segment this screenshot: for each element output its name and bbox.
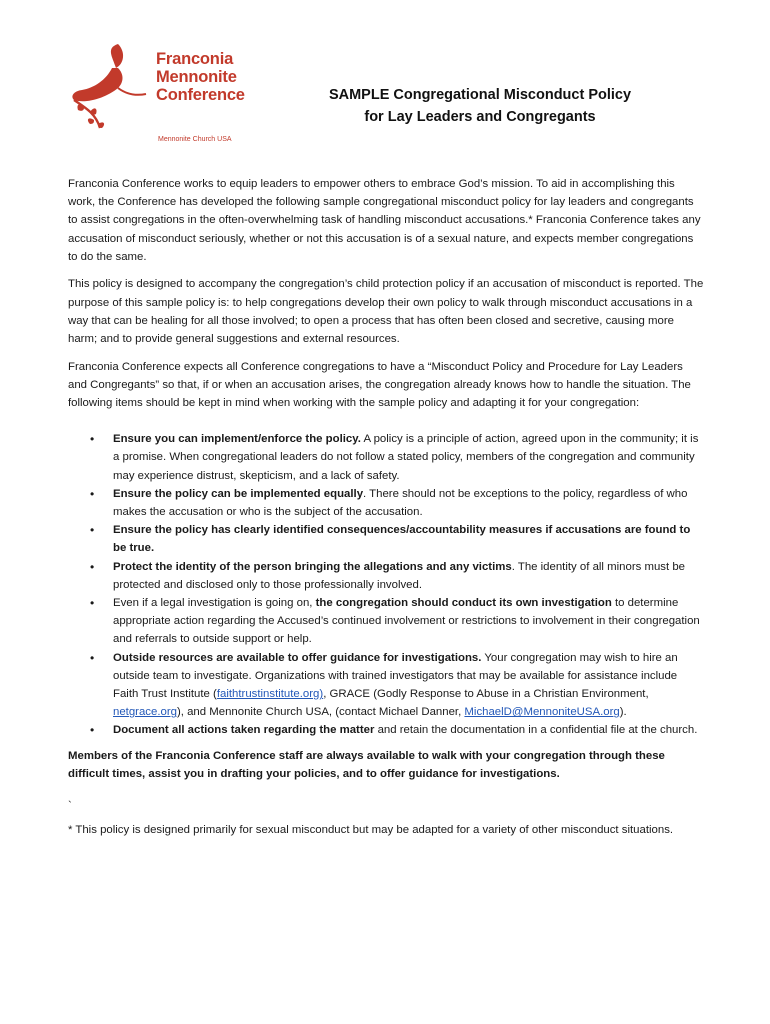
- conference-logo: [66, 38, 266, 150]
- expectations-paragraph: Franconia Conference expects all Conference congregations to have a “Misconduct Policy and Procedure for Lay Leaders and Congregants” so that, if or when an accusation arises, the congregation already knows how to handle the situation. The following items should be kept in mind when working with the sample policy and adapting it for your congregation:: [68, 360, 691, 410]
- purpose-paragraph: This policy is designed to accompany the congregation’s child protection policy if an accusation of misconduct is reported. The purpose of this sample policy is: to help congregations develop their own policy to walk through misconduct accusations in a way that can be healing for all those involved; to open a process that has often been closed and secretive, causing more harm; and to provide general suggestions and external resources.: [68, 278, 704, 346]
- logo-wordmark: Franconia Mennonite Conference: [156, 50, 245, 104]
- netgrace-link[interactable]: netgrace.org: [113, 706, 177, 719]
- stray-mark: `: [68, 800, 72, 813]
- policy-list: [68, 430, 704, 739]
- list-item: • Outside resources are available to offer guidance for investigations. Your congregation may wish to hire an outside team to investigate. Organizations with trained investigators that may be available for assistance include Faith Trust Institute (faithtrustinstitute.org), GRACE (Godly Response to Abuse in a Christian Environment, netgrace.org), and Mennonite Church USA, (contact Michael Danner, MichaelD@MennoniteUSA.org).: [113, 649, 704, 722]
- list-item: • Protect the identity of the person bringing the allegations and any victims. The identity of all minors must be protected and disclosed only to those professionally involved.: [113, 558, 704, 594]
- list-item: • Ensure you can implement/enforce the policy. A policy is a principle of action, agreed upon in the community; it is a promise. When congregational leaders do not follow a stated policy, members of the congregation and community may experience distrust, skepticism, and a lack of safety.: [113, 430, 704, 485]
- list-item: • Ensure the policy has clearly identified consequences/accountability measures if accusations are found to be true.: [113, 521, 704, 557]
- footnote: * This policy is designed primarily for sexual misconduct but may be adapted for a variety of other misconduct situations.: [68, 824, 674, 837]
- document-body: [68, 175, 704, 849]
- document-title: SAMPLE Congregational Misconduct Policy for Lay Leaders and Congregants: [328, 87, 632, 125]
- email-link[interactable]: MichaelD@MennoniteUSA.org: [464, 706, 620, 719]
- logo-tagline: Mennonite Church USA: [158, 136, 232, 143]
- faithtrust-link[interactable]: faithtrustinstitute.org): [216, 688, 324, 701]
- intro-paragraph: Franconia Conference works to equip leaders to empower others to embrace God’s mission. To aid in accomplishing this work, the Conference has developed the following sample congregational misconduct policy for lay leaders and congregants to assist congregations in the often-overwhelming task of handling misconduct accusations.* Franconia Conference takes any accusation of misconduct seriously, whether or not this accusation is of a sexual nature, and expects member congregations to do the same.: [68, 178, 701, 263]
- list-item: • Document all actions taken regarding the matter and retain the documentation in a confidential file at the church.: [113, 721, 704, 739]
- closing-paragraph: Members of the Franconia Conference staff are always available to walk with your congregation through these difficult times, assist you in drafting your policies, and to offer guidance for investigations.: [68, 749, 665, 780]
- list-item: • Ensure the policy can be implemented equally. There should not be exceptions to the policy, regardless of who makes the accusation or who is the subject of the accusation.: [113, 485, 704, 521]
- list-item: • Even if a legal investigation is going on, the congregation should conduct its own investigation to determine appropriate action regarding the Accused’s continued involvement or restrictions to involvement in their congregation and referrals to outside support or help.: [113, 594, 704, 649]
- dove-with-olive-branch-icon: [66, 38, 158, 138]
